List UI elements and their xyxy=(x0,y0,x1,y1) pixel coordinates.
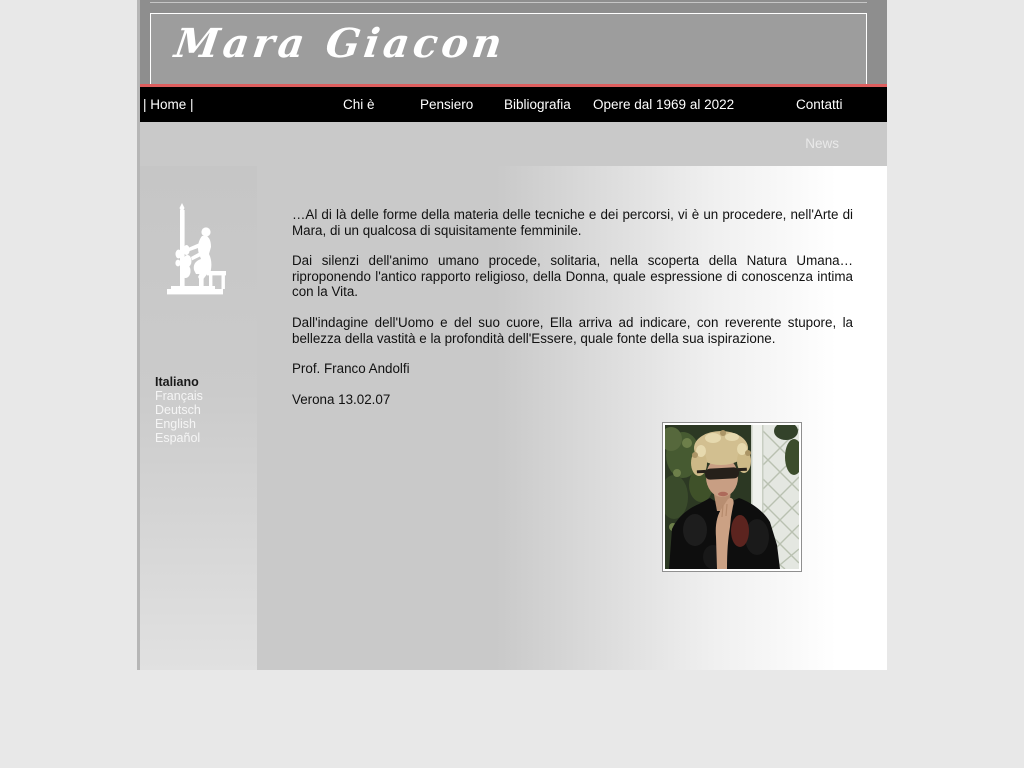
sculptor-icon xyxy=(165,203,230,298)
nav-item-home[interactable]: | Home | xyxy=(143,97,194,112)
nav-item-pensiero[interactable]: Pensiero xyxy=(420,97,474,112)
lang-english[interactable]: English xyxy=(155,417,196,431)
nav-item-bibliografia[interactable]: Bibliografia xyxy=(504,97,571,112)
lang-deutsch[interactable]: Deutsch xyxy=(155,403,201,417)
lang-francais[interactable]: Français xyxy=(155,389,203,403)
header-frame xyxy=(150,13,867,84)
site-container xyxy=(137,0,887,670)
news-link[interactable]: News xyxy=(805,136,839,151)
sidebar xyxy=(140,166,257,670)
nav-item-chi-e[interactable]: Chi è xyxy=(343,97,375,112)
lang-espanol[interactable]: Español xyxy=(155,431,201,445)
paragraph-3: Dall'indagine dell'Uomo e del suo cuore, Ella arriva ad indicare, con reverente stupore, la bellezza della vastità e la profondità dell'Essere, quale fonte della sua ispirazione. xyxy=(292,314,853,346)
paragraph-1: …Al di là delle forme della materia delle tecniche e dei percorsi, vi è un procedere, nell'Arte di Mara, di un qualcosa di squisitamente femminile. xyxy=(292,207,853,238)
nav-item-contatti[interactable]: Contatti xyxy=(796,97,843,112)
nav-item-opere[interactable]: Opere dal 1969 al 2022 xyxy=(593,97,735,112)
paragraph-2: Dai silenzi dell'animo umano procede, solitaria, nella scoperta della Natura Umana… riproponendo l'antico rapporto religioso, della Donna, quale espressione di conoscenza intima con la Vita. xyxy=(292,253,853,300)
lang-italiano[interactable]: Italiano xyxy=(155,375,199,389)
header xyxy=(140,0,887,84)
content-area xyxy=(257,166,887,670)
portrait-photo xyxy=(662,422,802,572)
main-area xyxy=(140,166,887,670)
site-title: Mara Giacon xyxy=(171,20,509,67)
portrait-image xyxy=(665,425,799,569)
date-line: Verona 13.02.07 xyxy=(292,391,391,407)
news-band xyxy=(140,122,887,166)
author-line: Prof. Franco Andolfi xyxy=(292,361,410,377)
language-switcher xyxy=(155,375,203,445)
header-top-line xyxy=(150,2,867,3)
main-navigation xyxy=(140,87,887,122)
